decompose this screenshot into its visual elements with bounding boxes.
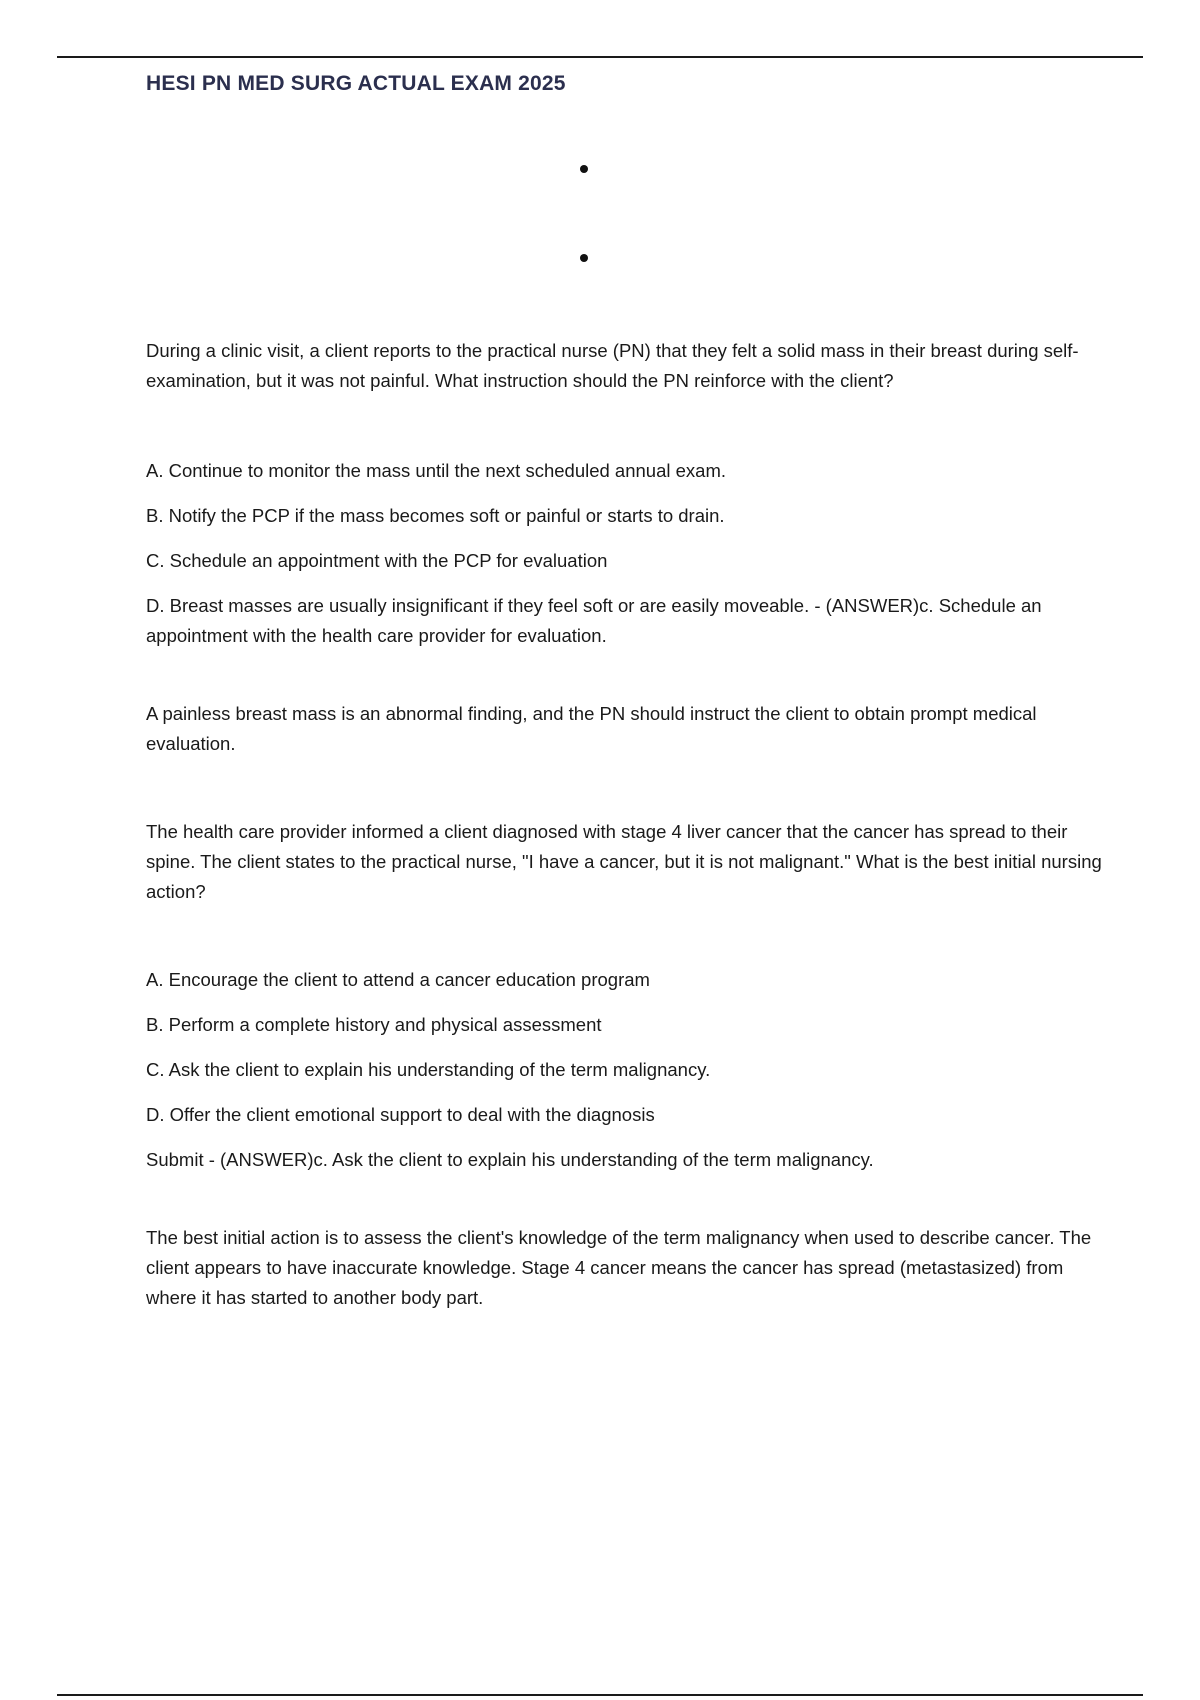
question-2-rationale: The best initial action is to assess the client's knowledge of the term malignancy when used to describe cancer. The client appears to have inaccurate knowledge. Stage 4 cancer means the cancer has spread (metastasized) from where it has started to another body part.	[146, 1227, 1092, 1308]
question-1-option-c: C. Schedule an appointment with the PCP for evaluation	[146, 550, 608, 571]
bullet-icon	[580, 254, 588, 262]
question-2-option-a: A. Encourage the client to attend a cancer education program	[146, 969, 650, 990]
question-1-option-b: B. Notify the PCP if the mass becomes soft or painful or starts to drain.	[146, 505, 725, 526]
question-2-option-c: C. Ask the client to explain his understanding of the term malignancy.	[146, 1059, 711, 1080]
bottom-rule	[57, 1694, 1143, 1696]
bullet-list	[146, 96, 1106, 336]
question-2-answer: Submit - (ANSWER)c. Ask the client to explain his understanding of the term malignancy.	[146, 1149, 874, 1170]
question-2-options	[146, 965, 1106, 1175]
question-1-option-a: A. Continue to monitor the mass until the next scheduled annual exam.	[146, 460, 727, 481]
top-rule	[57, 56, 1143, 58]
question-2-option-d: D. Offer the client emotional support to deal with the diagnosis	[146, 1104, 655, 1125]
question-1-rationale: A painless breast mass is an abnormal finding, and the PN should instruct the client to obtain prompt medical evaluation.	[146, 703, 1037, 754]
document-body	[146, 72, 1106, 1313]
question-1-option-d-answer: D. Breast masses are usually insignificant if they feel soft or are easily moveable. - (ANSWER)c. Schedule an appointment with the health care provider for evaluation.	[146, 595, 1042, 646]
document-title: HESI PN MED SURG ACTUAL EXAM 2025	[146, 72, 566, 95]
question-2-stem: The health care provider informed a client diagnosed with stage 4 liver cancer that the cancer has spread to their spine. The client states to the practical nurse, "I have a cancer, but it is not malignant." What is the best initial nursing action?	[146, 821, 1102, 902]
question-1-options	[146, 456, 1106, 651]
bullet-icon	[580, 165, 588, 173]
question-2-option-b: B. Perform a complete history and physical assessment	[146, 1014, 602, 1035]
question-1-stem: During a clinic visit, a client reports to the practical nurse (PN) that they felt a solid mass in their breast during self-examination, but it was not painful. What instruction should the PN reinforce with the client?	[146, 340, 1079, 391]
